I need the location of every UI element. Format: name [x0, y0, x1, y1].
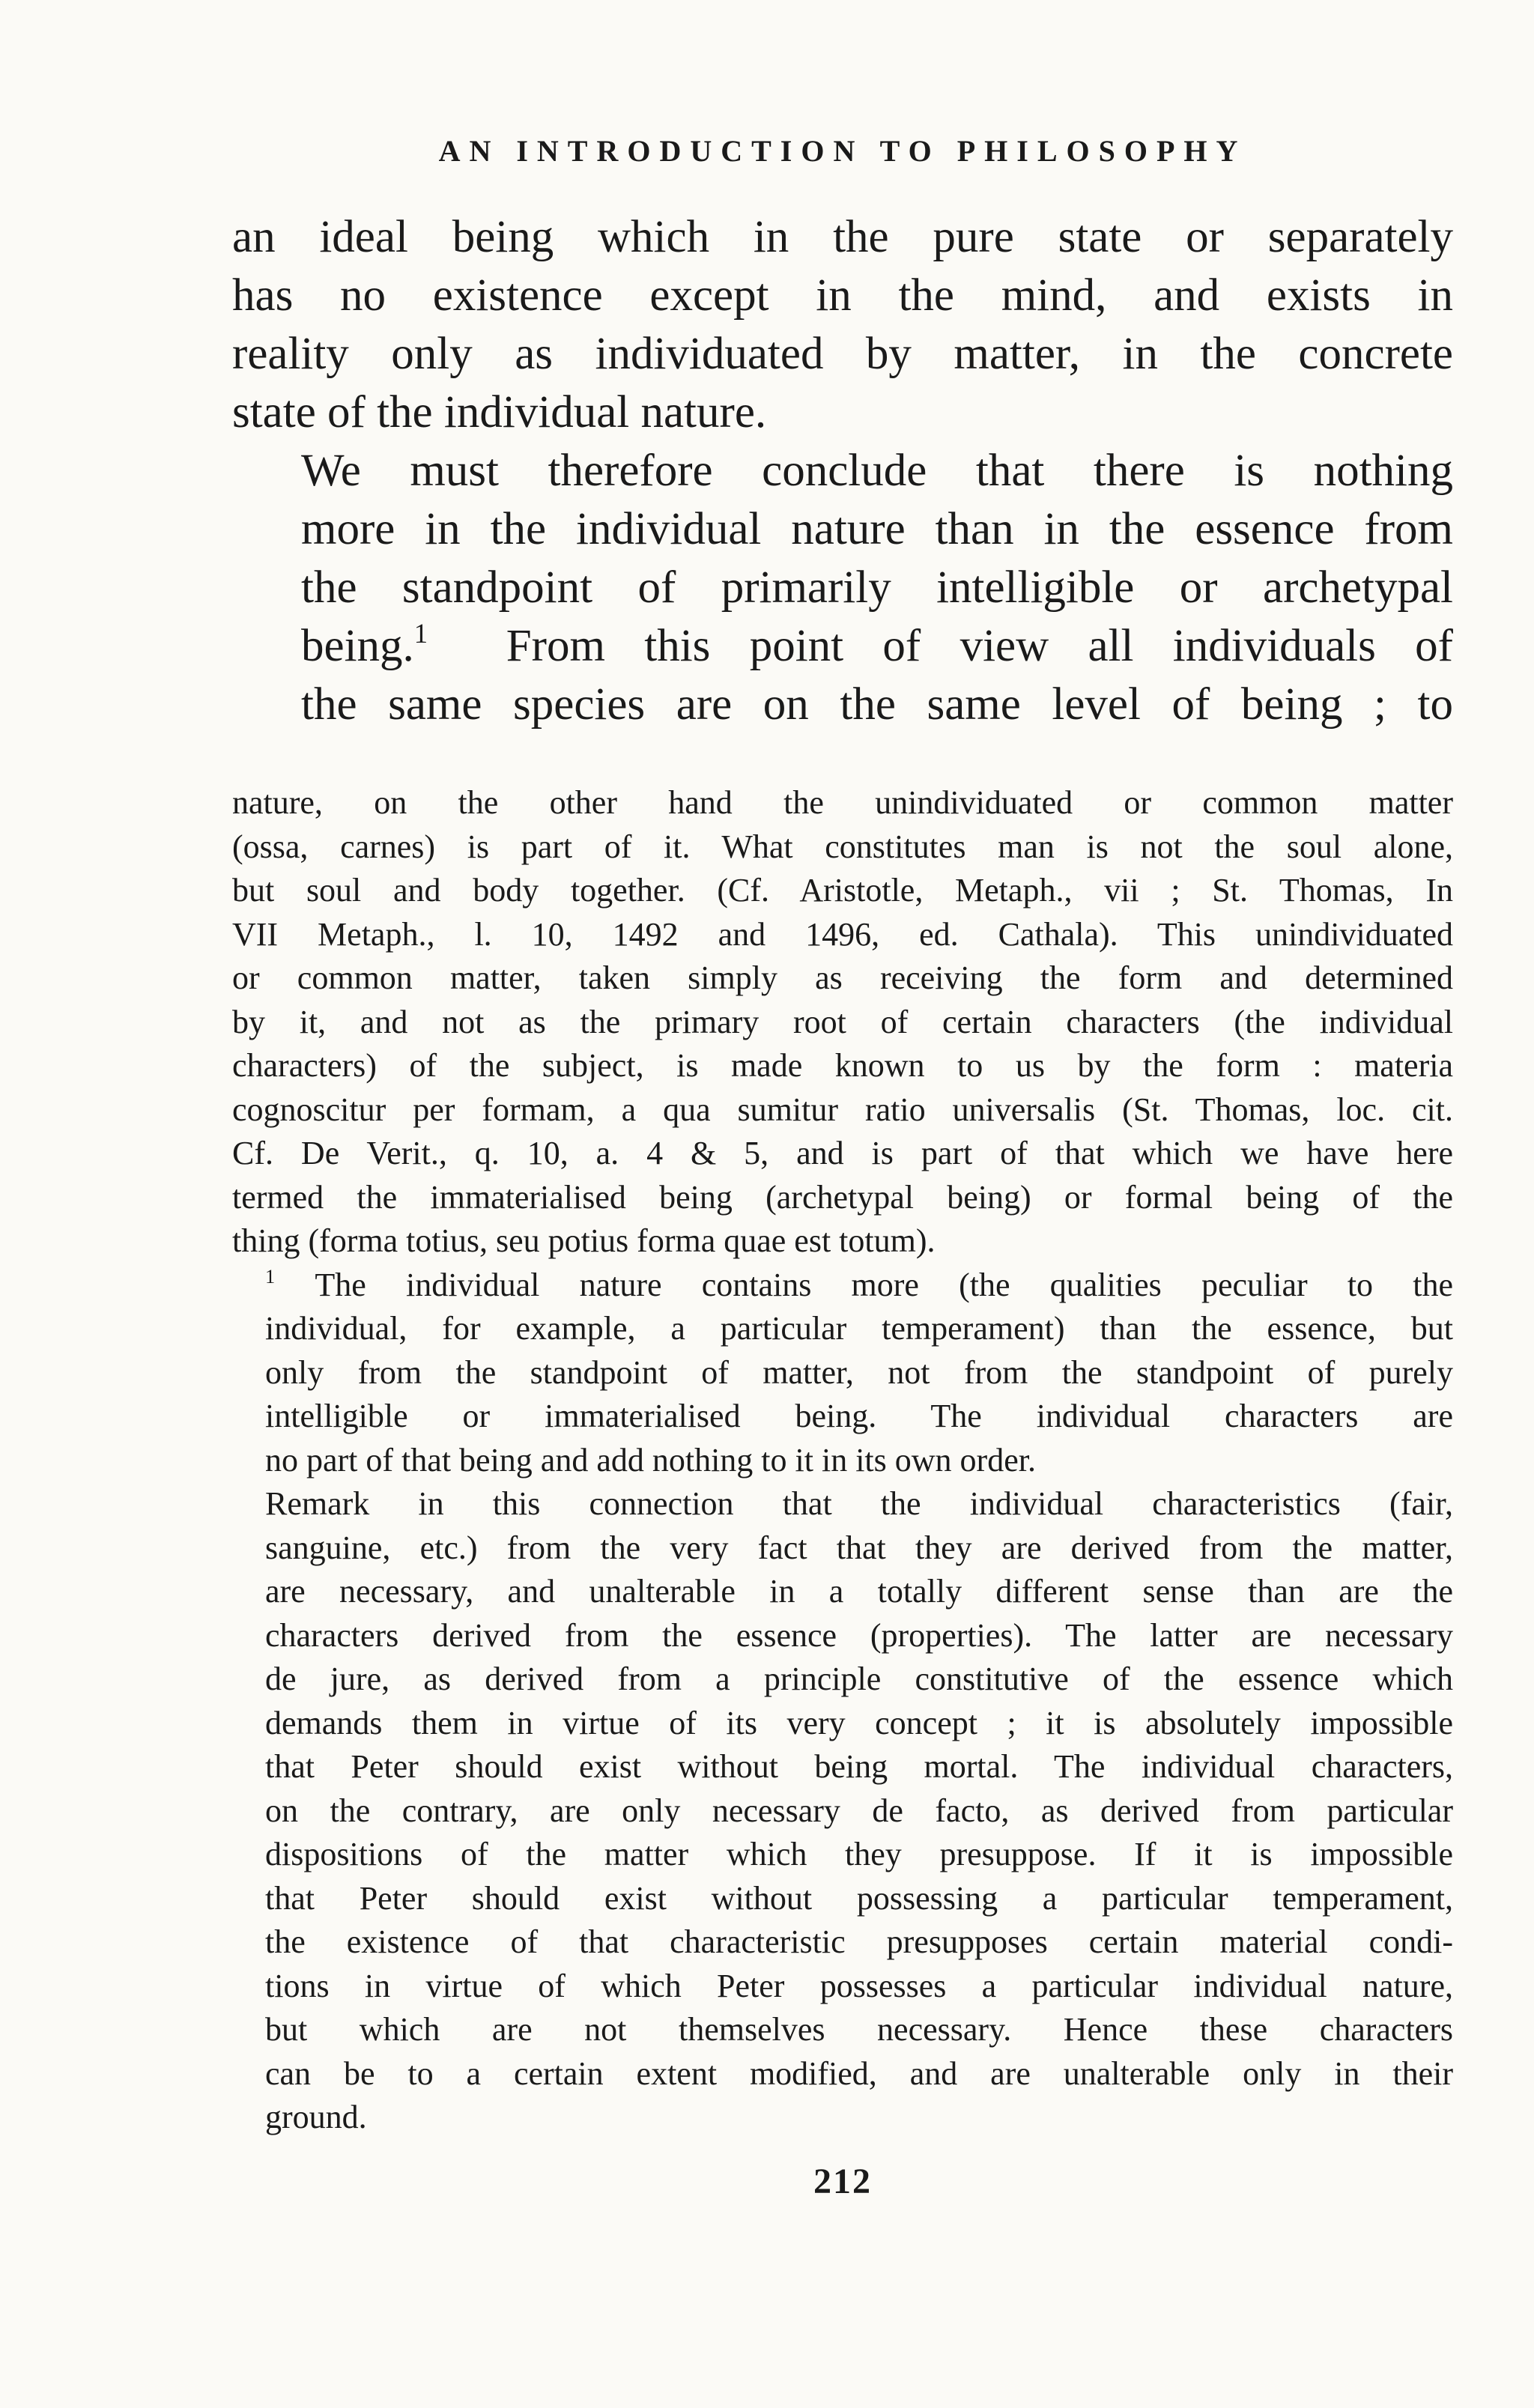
- text-line: the standpoint of primarily intelligible or archetypal: [301, 562, 1453, 613]
- text-fragment: From this point of view all individuals of: [506, 621, 1453, 671]
- footnote-line: that Peter should exist without being mortal. The individual characters,: [265, 1748, 1453, 1785]
- footnote-marker: 1: [265, 1264, 276, 1288]
- footnote-line: Remark in this connection that the individual characteristics (fair,: [265, 1485, 1453, 1522]
- footnote-line: that Peter should exist without possessing a particular temperament,: [265, 1879, 1453, 1917]
- footnote-line: de jure, as derived from a principle constitutive of the essence which: [265, 1661, 1453, 1697]
- footnote-line: intelligible or immaterialised being. The individual characters are: [265, 1398, 1453, 1434]
- footnote-line: dispositions of the matter which they presuppose. If it is impossible: [265, 1836, 1453, 1872]
- footnote-line: nature, on the other hand the unindividuated or common matter: [232, 784, 1453, 821]
- footnote-line: sanguine, etc.) from the very fact that they are derived from the matter,: [265, 1529, 1453, 1566]
- footnote-line: or common matter, taken simply as receiving the form and determined: [232, 959, 1453, 996]
- footnote-line: the existence of that characteristic presupposes certain material condi-: [265, 1923, 1453, 1960]
- page-number: 212: [813, 2162, 872, 2201]
- footnote-line: ground.: [265, 2099, 367, 2135]
- footnote-line: tions in virtue of which Peter possesses a particular individual nature,: [265, 1967, 1453, 2004]
- footnote-line: only from the standpoint of matter, not from the standpoint of purely: [265, 1353, 1453, 1391]
- footnote-line: on the contrary, are only necessary de facto, as derived from particular: [265, 1792, 1453, 1829]
- running-head: AN INTRODUCTION TO PHILOSOPHY: [438, 134, 1247, 168]
- footnote-line: can be to a certain extent modified, and are unalterable only in their: [265, 2054, 1453, 2092]
- footnote-line: no part of that being and add nothing to it in its own order.: [265, 1441, 1036, 1479]
- text-line: We must therefore conclude that there is nothing: [301, 446, 1453, 496]
- footnote-line: (ossa, carnes) is part of it. What constitutes man is not the soul alone,: [232, 828, 1453, 865]
- footnote-remark: [232, 1482, 1453, 2140]
- footnote-1: [232, 1264, 1453, 1483]
- footnote-line: by it, and not as the primary root of certain characters (the individual: [232, 1003, 1453, 1040]
- footnote-line: characters) of the subject, is made known to us by the form : materia: [232, 1047, 1453, 1084]
- footnote-line: individual, for example, a particular temperament) than the essence, but: [265, 1310, 1453, 1347]
- footnote-line: VII Metaph., l. 10, 1492 and 1496, ed. Cathala). This unindividuated: [232, 915, 1453, 953]
- footnote-line: but which are not themselves necessary. Hence these characters: [265, 2011, 1453, 2048]
- text-line: has no existence except in the mind, and exists in: [232, 270, 1453, 321]
- paragraph-conclusion: [232, 442, 1453, 734]
- footnote-line: Cf. De Verit., q. 10, a. 4 & 5, and is part of that which we have here: [232, 1135, 1453, 1171]
- footnote-line: are necessary, and unalterable in a totally different sense than are the: [265, 1573, 1453, 1610]
- footnote-continued: [232, 781, 1453, 1264]
- text-line: more in the individual nature than in the essence from: [301, 504, 1453, 554]
- footnote-line: but soul and body together. (Cf. Aristotle, Metaph., vii ; St. Thomas, In: [232, 872, 1453, 909]
- footnote-line: thing (forma totius, seu potius forma quae est totum).: [232, 1222, 936, 1259]
- text-line: state of the individual nature.: [232, 387, 767, 437]
- text-fragment: The individual nature contains more (the qualities peculiar to the: [315, 1266, 1453, 1303]
- footnote-line: demands them in virtue of its very concept ; it is absolutely impossible: [265, 1704, 1453, 1741]
- footnotes: [232, 781, 1453, 2140]
- paragraph-continued: [232, 208, 1453, 442]
- footnote-reference: 1: [413, 618, 428, 649]
- text-line-with-footnote: [232, 617, 1453, 676]
- footnote-line: termed the immaterialised being (archetypal being) or formal being of the: [232, 1178, 1453, 1216]
- footnote-line: [232, 1264, 1453, 1308]
- footnote-line: cognoscitur per formam, a qua sumitur ratio universalis (St. Thomas, loc. cit.: [232, 1091, 1453, 1128]
- main-text: [232, 208, 1453, 734]
- footnote-line: characters derived from the essence (properties). The latter are necessary: [265, 1616, 1453, 1654]
- text-fragment: being.: [301, 621, 414, 671]
- text-line: an ideal being which in the pure state or separately: [232, 212, 1453, 262]
- text-line: the same species are on the same level of being ; to: [301, 679, 1453, 730]
- text-line: reality only as individuated by matter, in the concrete: [232, 329, 1453, 379]
